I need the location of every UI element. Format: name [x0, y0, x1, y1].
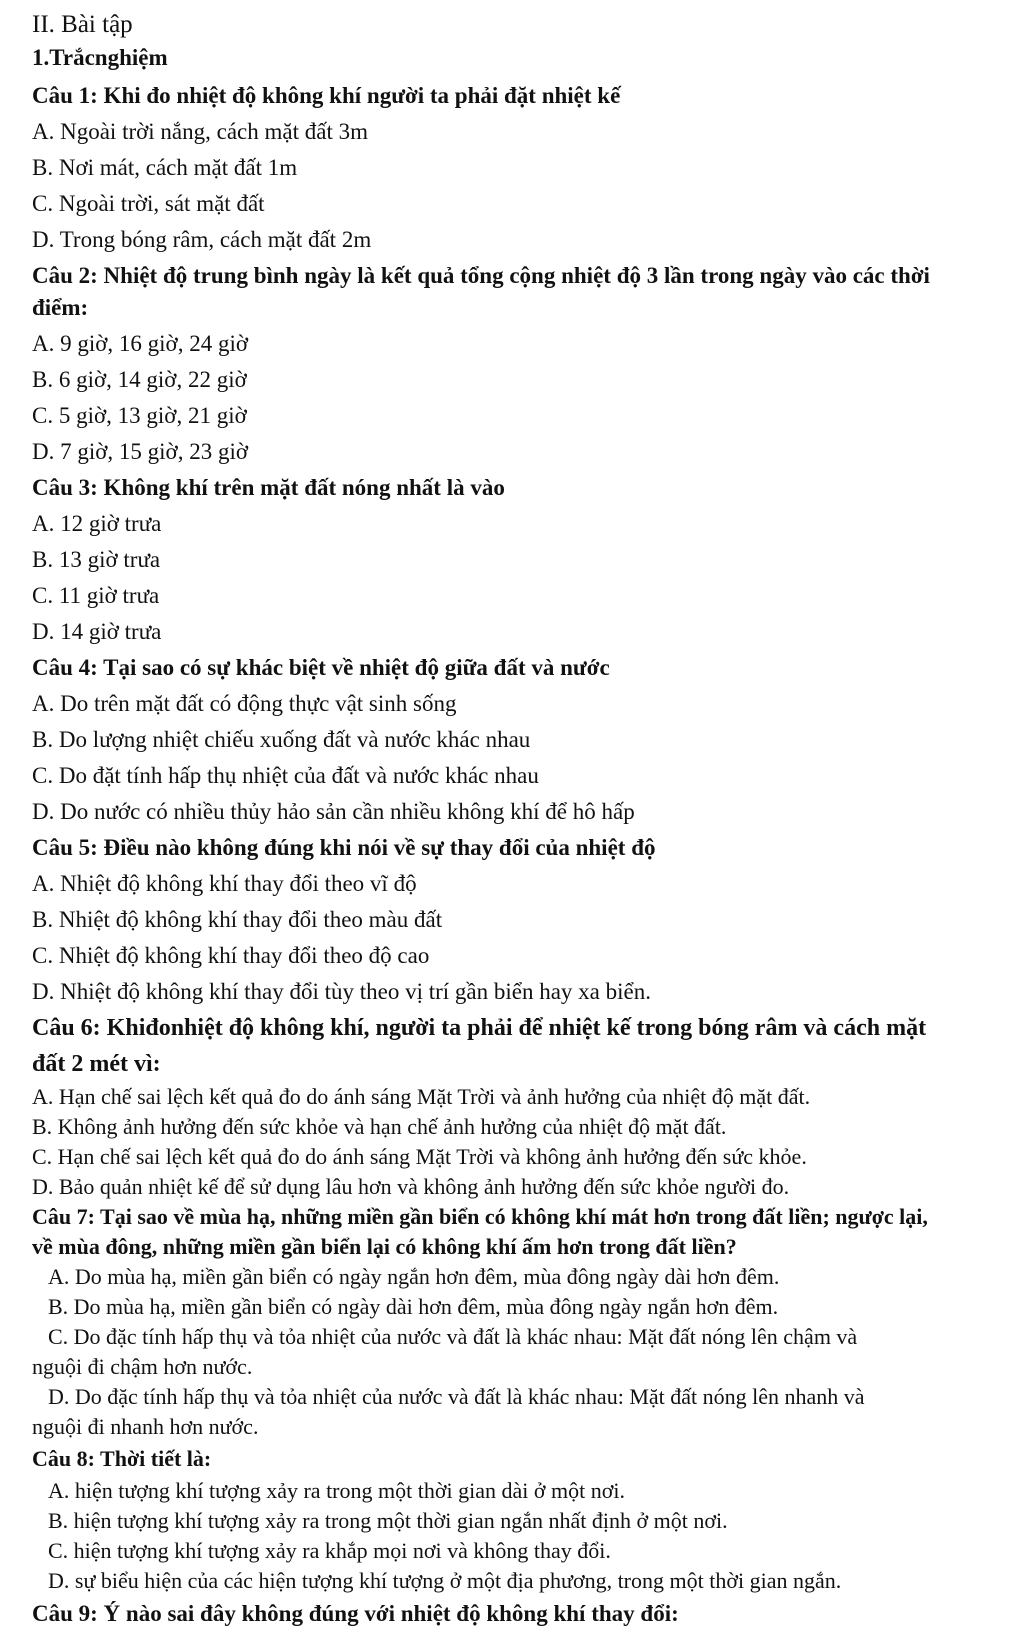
answer-option: C. Hạn chế sai lệch kết quả đo do ánh sáng Mặt Trời và không ảnh hưởng đến sức khỏe. — [32, 1144, 807, 1169]
answer-option: D. 7 giờ, 15 giờ, 23 giờ — [32, 439, 249, 464]
question-line: Câu 6: Khiđonhiệt độ không khí, người ta phải để nhiệt kế trong bóng râm và cách mặt — [32, 1015, 927, 1041]
answer-option: B. Do lượng nhiệt chiếu xuống đất và nước khác nhau — [32, 727, 531, 752]
answer-option: D. sự biểu hiện của các hiện tượng khí tượng ở một địa phương, trong một thời gian ngắn. — [48, 1568, 842, 1593]
answer-option: A. hiện tượng khí tượng xảy ra trong một thời gian dài ở một nơi. — [48, 1478, 625, 1503]
answer-option: B. Do mùa hạ, miền gần biển có ngày dài hơn đêm, mùa đông ngày ngắn hơn đêm. — [48, 1294, 779, 1319]
answer-option: A. Hạn chế sai lệch kết quả đo do ánh sáng Mặt Trời và ảnh hưởng của nhiệt độ mặt đất. — [32, 1084, 811, 1109]
question-line: Câu 3: Không khí trên mặt đất nóng nhất là vào — [32, 475, 505, 500]
answer-option: C. Do đặt tính hấp thụ nhiệt của đất và nước khác nhau — [32, 763, 539, 788]
answer-option: D. Nhiệt độ không khí thay đổi tùy theo vị trí gần biển hay xa biển. — [32, 979, 651, 1004]
answer-option: nguội đi chậm hơn nước. — [32, 1354, 253, 1379]
subsection-title: 1.Trắcnghiệm — [32, 45, 168, 70]
answer-option: D. Do nước có nhiều thủy hảo sản cần nhiều không khí để hô hấp — [32, 799, 635, 824]
answer-option: B. 13 giờ trưa — [32, 547, 161, 572]
answer-option: nguội đi nhanh hơn nước. — [32, 1414, 259, 1439]
answer-option: B. Nơi mát, cách mặt đất 1m — [32, 155, 298, 180]
answer-option: B. hiện tượng khí tượng xảy ra trong một thời gian ngắn nhất định ở một nơi. — [48, 1508, 728, 1533]
question-line: điểm: — [32, 295, 89, 320]
answer-option: C. Ngoài trời, sát mặt đất — [32, 191, 265, 216]
question-line: Câu 2: Nhiệt độ trung bình ngày là kết quả tổng cộng nhiệt độ 3 lần trong ngày vào các thời — [32, 263, 930, 288]
question-line: đất 2 mét vì: — [32, 1051, 161, 1077]
question-line: Câu 1: Khi đo nhiệt độ không khí người ta phải đặt nhiệt kế — [32, 83, 621, 108]
question-line: Câu 7: Tại sao về mùa hạ, những miền gần biển có không khí mát hơn trong đất liền; ngược lại, — [32, 1204, 928, 1229]
answer-option: A. Ngoài trời nắng, cách mặt đất 3m — [32, 119, 368, 144]
answer-option: C. 5 giờ, 13 giờ, 21 giờ — [32, 403, 247, 428]
answer-option: C. hiện tượng khí tượng xảy ra khắp mọi nơi và không thay đổi. — [48, 1538, 611, 1563]
answer-option: A. 9 giờ, 16 giờ, 24 giờ — [32, 331, 249, 356]
answer-option: A. Do trên mặt đất có động thực vật sinh sống — [32, 691, 457, 716]
answer-option: D. Bảo quản nhiệt kế để sử dụng lâu hơn và không ảnh hưởng đến sức khỏe người đo. — [32, 1174, 790, 1199]
answer-option: C. Nhiệt độ không khí thay đổi theo độ cao — [32, 943, 430, 968]
answer-option: D. Trong bóng râm, cách mặt đất 2m — [32, 227, 372, 252]
question-line: Câu 8: Thời tiết là: — [32, 1446, 212, 1471]
question-line: về mùa đông, những miền gần biển lại có không khí ấm hơn trong đất liền? — [32, 1234, 737, 1259]
answer-option: D. 14 giờ trưa — [32, 619, 162, 644]
answer-option: B. Không ảnh hưởng đến sức khỏe và hạn chế ảnh hưởng của nhiệt độ mặt đất. — [32, 1114, 727, 1139]
answer-option: A. Nhiệt độ không khí thay đổi theo vĩ độ — [32, 871, 417, 896]
question-line: Câu 4: Tại sao có sự khác biệt về nhiệt độ giữa đất và nước — [32, 655, 610, 680]
section-title: II. Bài tập — [32, 11, 133, 38]
answer-option: C. 11 giờ trưa — [32, 583, 160, 608]
question-line: Câu 5: Điều nào không đúng khi nói về sự thay đổi của nhiệt độ — [32, 835, 656, 860]
answer-option: D. Do đặc tính hấp thụ và tỏa nhiệt của nước và đất là khác nhau: Mặt đất nóng lên nhanh và — [48, 1384, 865, 1409]
answer-option: C. Do đặc tính hấp thụ và tỏa nhiệt của nước và đất là khác nhau: Mặt đất nóng lên chậm và — [48, 1324, 858, 1349]
question-line: Câu 9: Ý nào sai đây không đúng với nhiệt độ không khí thay đổi: — [32, 1601, 679, 1626]
answer-option: B. Nhiệt độ không khí thay đổi theo màu đất — [32, 907, 443, 932]
answer-option: B. 6 giờ, 14 giờ, 22 giờ — [32, 367, 247, 392]
answer-option: A. 12 giờ trưa — [32, 511, 162, 536]
answer-option: A. Do mùa hạ, miền gần biển có ngày ngắn hơn đêm, mùa đông ngày dài hơn đêm. — [48, 1264, 780, 1289]
